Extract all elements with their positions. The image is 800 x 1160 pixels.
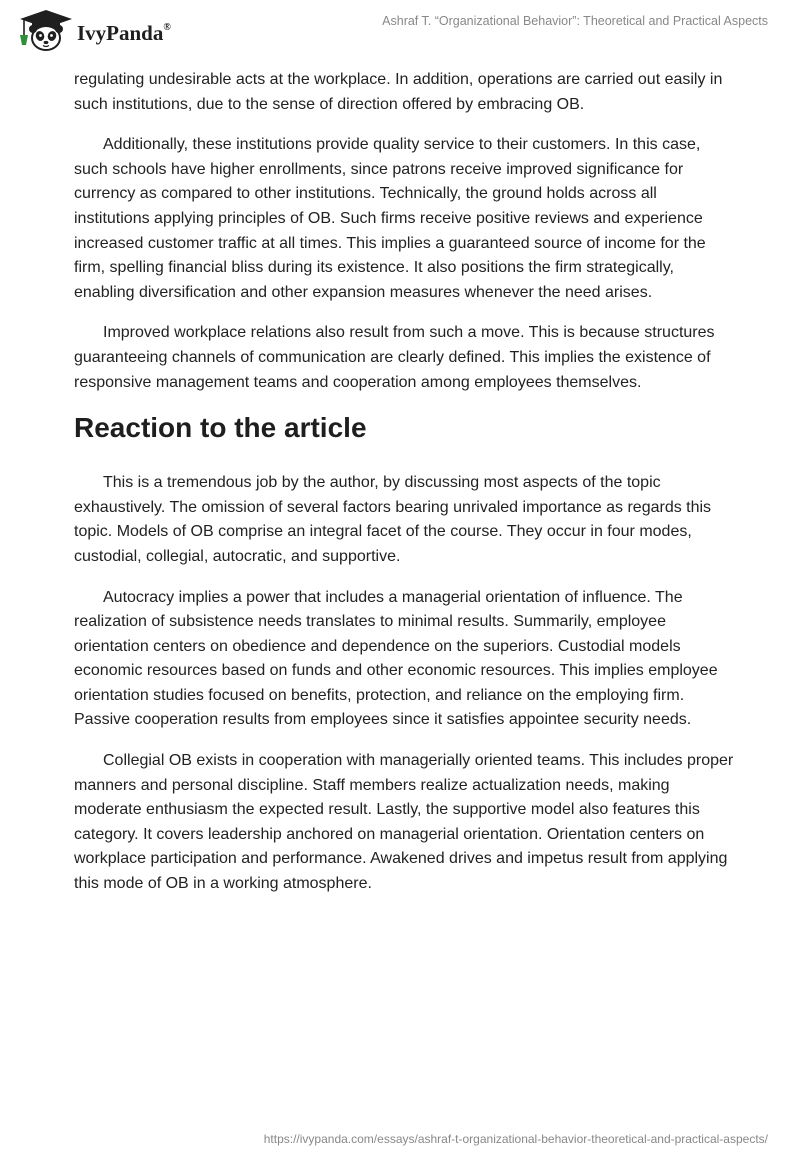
document-title: Ashraf T. “Organizational Behavior”: Theoretical and Practical Aspects xyxy=(382,14,768,28)
article-body xyxy=(74,68,734,913)
source-url[interactable]: https://ivypanda.com/essays/ashraf-t-organizational-behavior-theoretical-and-practical-aspects/ xyxy=(263,1132,768,1146)
brand-name: IvyPanda® xyxy=(77,20,171,45)
paragraph: Collegial OB exists in cooperation with managerially oriented teams. This includes proper manners and personal discipline. Staff members realize actualization needs, making moderate enthusiasm the expected result. Lastly, the supportive model also features this category. It covers leadership anchored on managerial orientation. Orientation centers on workplace participation and performance. Awakened drives and impetus result from applying this mode of OB in a working atmosphere. xyxy=(74,752,734,893)
panda-graduate-logo-icon xyxy=(14,9,76,53)
registered-mark: ® xyxy=(163,21,171,33)
paragraph: Additionally, these institutions provide quality service to their customers. In this case, such schools have higher enrollments, since patrons receive improved significance for currency as compared to other institutions. Technically, the ground holds across all institutions applying principles of OB. Such firms receive positive reviews and experience increased customer traffic at all times. This implies a guaranteed source of income for the firm, spelling financial bliss during its existence. It also positions the firm strategically, enabling diversification and other expansion measures whenever the need arises. xyxy=(74,136,706,301)
page-header xyxy=(0,0,800,60)
section-heading: Reaction to the article xyxy=(74,412,367,444)
brand-logo[interactable] xyxy=(14,9,171,53)
paragraph: Autocracy implies a power that includes a managerial orientation of influence. The realization of subsistence needs translates to minimal results. Summarily, employee orientation centers on obedience and dependence on the superiors. Custodial models economic resources based on funds and other economic resources. This implies employee orientation studies focused on benefits, protection, and reliance on the employing firm. Passive cooperation results from employees since it satisfies appointee security needs. xyxy=(74,588,718,729)
paragraph: Improved workplace relations also result from such a move. This is because structures guaranteeing channels of communication are clearly defined. This implies the existence of responsive management teams and cooperation among employees themselves. xyxy=(74,324,715,391)
paragraph: regulating undesirable acts at the workplace. In addition, operations are carried out easily in such institutions, due to the sense of direction offered by embracing OB. xyxy=(74,71,723,113)
paragraph: This is a tremendous job by the author, by discussing most aspects of the topic exhaustively. The omission of several factors bearing unrivaled importance as regards this topic. Models of OB comprise an integral facet of the course. They occur in four modes, custodial, collegial, autocratic, and supportive. xyxy=(74,474,712,565)
